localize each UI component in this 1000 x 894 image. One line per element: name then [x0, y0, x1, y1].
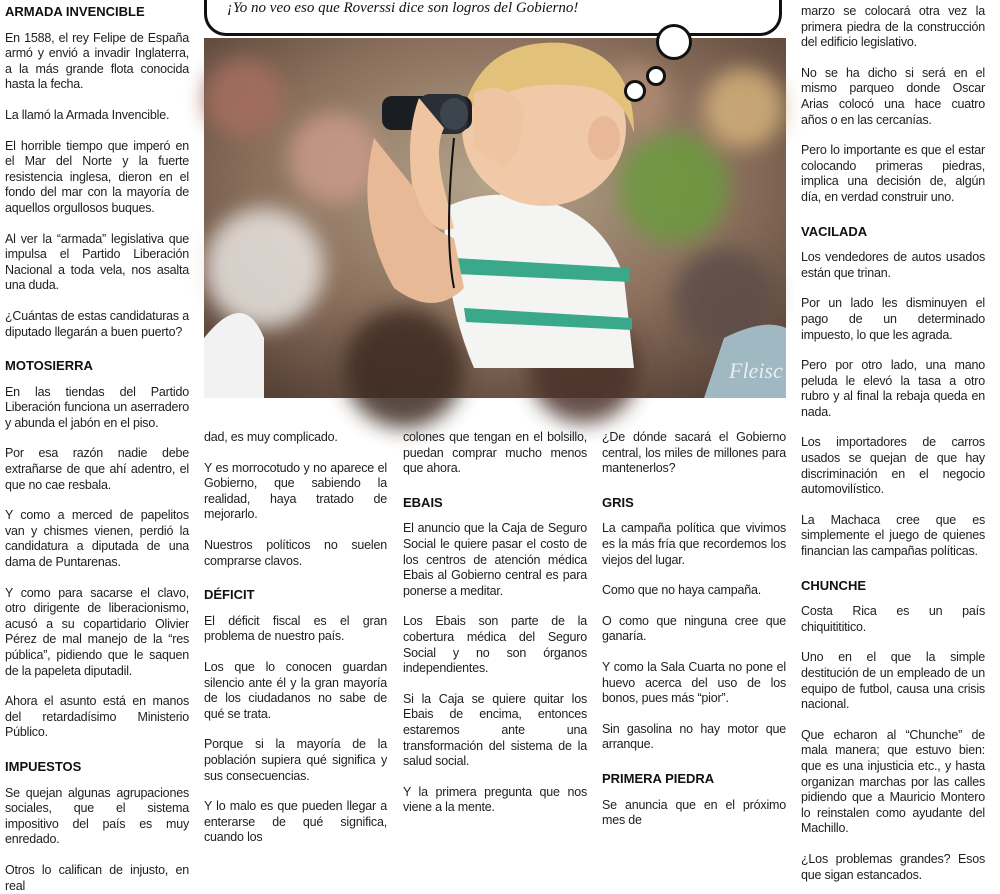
- paragraph: El horrible tiempo que imperó en el Mar del Norte y la fuerte resistencia inglesa, dieron en el fondo del mar con la mayoría de aquellos orgullosos buques.: [5, 138, 189, 215]
- speech-bubble: [204, 0, 782, 36]
- paragraph: Los Ebais son parte de la cobertura médica del Seguro Social y no son órganos independientes.: [403, 614, 587, 676]
- paragraph: En las tiendas del Partido Liberación funciona un aserradero y abunda el jabón en el piso.: [5, 384, 189, 430]
- shirt-text: Fleisc: [729, 358, 783, 383]
- paragraph: colones que tengan en el bolsillo, puedan comprar mucho menos que ahora.: [403, 430, 587, 476]
- bubble-dot-medium: [646, 66, 666, 86]
- paragraph: Y como la Sala Cuarta no pone el huevo acerca del uso de los bonos, pues más “pior”.: [602, 659, 786, 706]
- paragraph: La Machaca cree que es simplemente el juego de quienes financian las campañas políticas.: [801, 512, 985, 559]
- paragraph: Que echaron al “Chunche” de mala manera; que estuvo bien: que es una injusticia etc., y hasta organizan marchas por las calles pidiendo que a Mauricio Montero lo reinstalen como ayudante del Machillo.: [801, 727, 985, 836]
- column-3: [403, 430, 587, 815]
- column-4: [602, 430, 786, 828]
- paragraph: El déficit fiscal es el gran problema de nuestro país.: [204, 613, 387, 644]
- paragraph: Uno en el que la simple destitución de un empleado de un equipo de futbol, causa una crisis nacional.: [801, 650, 985, 712]
- paragraph: O como que ninguna cree que ganaría.: [602, 613, 786, 644]
- paragraph: Pero por otro lado, una mano peluda le elevó la tasa a otro rubro y al final la rebaja queda en nada.: [801, 358, 985, 419]
- section-heading: PRIMERA PIEDRA: [602, 770, 715, 786]
- paragraph: Costa Rica es un país chiquitititico.: [801, 604, 985, 634]
- paragraph: Y es morrocotudo y no aparece el Gobierno, que sabiendo la realidad, haya tratado de mejorarlo.: [204, 460, 387, 522]
- section-heading: IMPUESTOS: [5, 758, 82, 774]
- paragraph: La campaña política que vivimos es la más fría que recordemos los viejos del lugar.: [602, 521, 786, 567]
- paragraph: La llamó la Armada Invencible.: [5, 107, 170, 122]
- paragraph: Y lo malo es que pueden llegar a enterarse de qué significa, cuando los: [204, 799, 387, 845]
- speech-bubble-caption: ¡Yo no veo eso que Roverssi dice son logros del Gobierno!: [227, 0, 579, 16]
- paragraph: Como que no haya campaña.: [602, 583, 761, 598]
- bubble-dot-small: [624, 80, 646, 102]
- column-2: [204, 430, 387, 845]
- paragraph: No se ha dicho si será en el mismo parqueo donde Oscar Arias colocó una hace cuatro años o en las cercanías.: [801, 65, 985, 127]
- paragraph: marzo se colocará otra vez la primera piedra de la construcción del edificio legislativo.: [801, 4, 985, 50]
- paragraph: Se quejan algunas agrupaciones sociales, que el sistema impositivo del país es muy enredado.: [5, 785, 189, 847]
- binoculars-child-photo: [204, 38, 786, 398]
- paragraph: Sin gasolina no hay motor que arranque.: [602, 721, 786, 752]
- paragraph: Por un lado les disminuyen el pago de un determinado impuesto, lo que les agrada.: [801, 296, 985, 342]
- paragraph: Al ver la “armada” legislativa que impulsa el Partido Liberación Nacional a toda vela, nos asalta una duda.: [5, 231, 189, 293]
- paragraph: Y como a merced de papelitos van y chismes vienen, perdió la candidatura a diputada de una dama de Puntarenas.: [5, 508, 189, 570]
- paragraph: Y la primera pregunta que nos viene a la mente.: [403, 784, 587, 815]
- section-heading: EBAIS: [403, 494, 443, 510]
- paragraph: ¿Los problemas grandes? Esos que sigan estancados.: [801, 851, 985, 882]
- paragraph: Ahora el asunto está en manos del retardadísimo Ministerio Público.: [5, 694, 189, 740]
- section-heading: GRIS: [602, 494, 634, 510]
- paragraph: ¿Cuántas de estas candidaturas a diputado llegarán a buen puerto?: [5, 308, 189, 339]
- paragraph: El anuncio que la Caja de Seguro Social le quiere pasar el costo de los centros de atención médica Ebais al Gobierno central es para ponerse a meditar.: [403, 521, 587, 598]
- paragraph: dad, es muy complicado.: [204, 430, 338, 444]
- paragraph: Pero lo importante es que el estar colocando primeras piedras, implica una decisión de, algún día, en verdad construir uno.: [801, 143, 985, 204]
- paragraph: Si la Caja se quiere quitar los Ebais de encima, entonces estaremos ante una transformación del sistema de la salud social.: [403, 691, 587, 769]
- paragraph: Los importadores de carros usados se quejan de que hay discriminación en el negocio automovilístico.: [801, 435, 985, 497]
- section-heading: CHUNCHE: [801, 577, 866, 593]
- paragraph: En 1588, el rey Felipe de España armó y envió a invadir Inglaterra, a la más grande flota conocida hasta la fecha.: [5, 30, 189, 92]
- paragraph: Otros lo califican de injusto, en real: [5, 862, 189, 893]
- section-heading: DÉFICIT: [204, 587, 255, 603]
- section-heading: MOTOSIERRA: [5, 358, 93, 374]
- bubble-dot-large: [656, 24, 692, 60]
- section-heading: VACILADA: [801, 223, 868, 239]
- section-heading: ARMADA INVENCIBLE: [5, 4, 145, 19]
- paragraph: Se anuncia que en el próximo mes de: [602, 797, 786, 828]
- paragraph: Los que lo conocen guardan silencio ante él y la gran mayoría de los ciudadanos no sabe de qué se trata.: [204, 659, 387, 721]
- paragraph: Y como para sacarse el clavo, otro dirigente de liberacionismo, acusó a su copartidario Olivier Pérez de mal manejo de la “res pública”, pidiendo que le saquen de la papeleta diputadil.: [5, 585, 189, 678]
- column-1: [5, 4, 189, 893]
- paragraph: Los vendedores de autos usados están que trinan.: [801, 250, 985, 280]
- paragraph: Por esa razón nadie debe extrañarse de que ahí adentro, el que no cae resbala.: [5, 446, 189, 492]
- paragraph: Porque si la mayoría de la población supiera qué significa y sus consecuencias.: [204, 737, 387, 783]
- paragraph: Nuestros políticos no suelen comprarse clavos.: [204, 537, 387, 568]
- paragraph: ¿De dónde sacará el Gobierno central, los miles de millones para mantenerlos?: [602, 430, 786, 476]
- column-5: [801, 4, 985, 882]
